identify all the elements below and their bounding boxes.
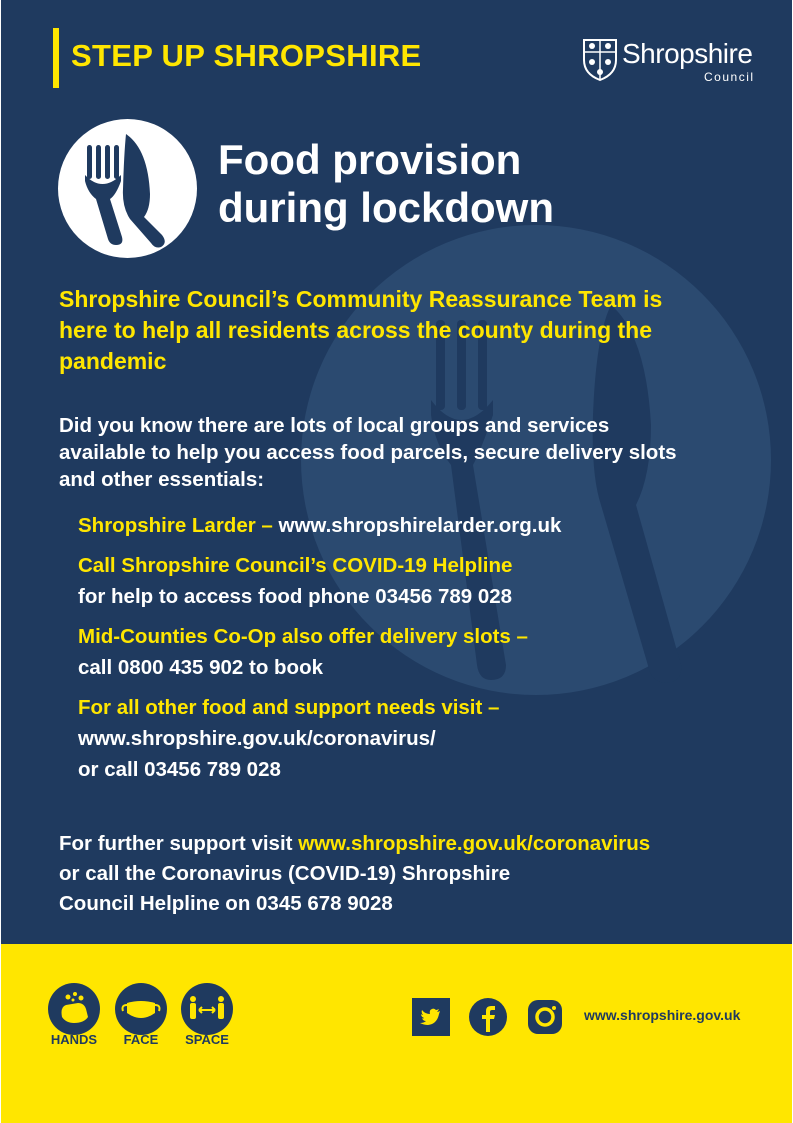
campaign-accent-bar	[53, 28, 59, 88]
headline	[218, 136, 554, 232]
larder-link[interactable]: www.shropshirelarder.org.uk	[278, 514, 562, 537]
item-detail: for help to access food phone 03456 789 028	[78, 585, 513, 608]
list-item-larder	[78, 510, 718, 541]
hands-label: HANDS	[50, 1032, 98, 1047]
item-highlight: Shropshire Larder –	[78, 514, 279, 537]
crest-icon	[582, 38, 618, 82]
list-item-coop	[78, 621, 718, 683]
campaign-title: STEP UP SHROPSHIRE	[71, 38, 422, 73]
item-detail: call 0800 435 902 to book	[78, 656, 323, 679]
headline-line-2: during lockdown	[218, 184, 554, 231]
instagram-icon[interactable]	[526, 998, 564, 1036]
item-detail: or call 03456 789 028	[78, 758, 281, 781]
list-item-other-needs	[78, 692, 718, 785]
shropshire-council-logo	[582, 38, 772, 88]
item-highlight: Call Shropshire Council’s COVID-19 Helpline	[78, 554, 513, 577]
logo-subtitle: Council	[704, 70, 755, 84]
hands-icon	[48, 983, 100, 1035]
logo-name: Shropshire	[622, 38, 753, 69]
list-item-helpline	[78, 550, 718, 612]
coronavirus-link[interactable]: www.shropshire.gov.uk/coronavirus/	[78, 727, 436, 750]
resource-list	[78, 510, 718, 794]
space-label: SPACE	[185, 1032, 229, 1047]
poster	[1, 0, 792, 1123]
item-highlight: For all other food and support needs visit –	[78, 696, 500, 719]
face-mask-icon	[115, 983, 167, 1035]
site-url-link[interactable]: www.shropshire.gov.uk	[584, 1007, 741, 1023]
footer-line-2: or call the Coronavirus (COVID-19) Shropshire	[59, 862, 511, 885]
fork-knife-icon	[58, 119, 197, 258]
facebook-icon[interactable]	[469, 998, 507, 1036]
footer-coronavirus-link[interactable]: www.shropshire.gov.uk/coronavirus	[298, 832, 651, 855]
face-label: FACE	[123, 1032, 159, 1047]
lead-paragraph: Shropshire Council’s Community Reassurance Team is here to help all residents across the county during the pandemic	[59, 286, 663, 374]
twitter-icon[interactable]	[412, 998, 450, 1036]
social-distance-icon	[181, 983, 233, 1035]
item-highlight: Mid-Counties Co-Op also offer delivery slots –	[78, 625, 528, 648]
footer-prefix: For further support visit	[59, 832, 299, 855]
footer-line-3: Council Helpline on 0345 678 9028	[59, 892, 393, 915]
intro-paragraph: Did you know there are lots of local groups and services available to help you access food parcels, secure delivery slots and other essentials:	[59, 414, 677, 491]
further-support	[59, 829, 759, 919]
headline-line-1: Food provision	[218, 136, 522, 183]
